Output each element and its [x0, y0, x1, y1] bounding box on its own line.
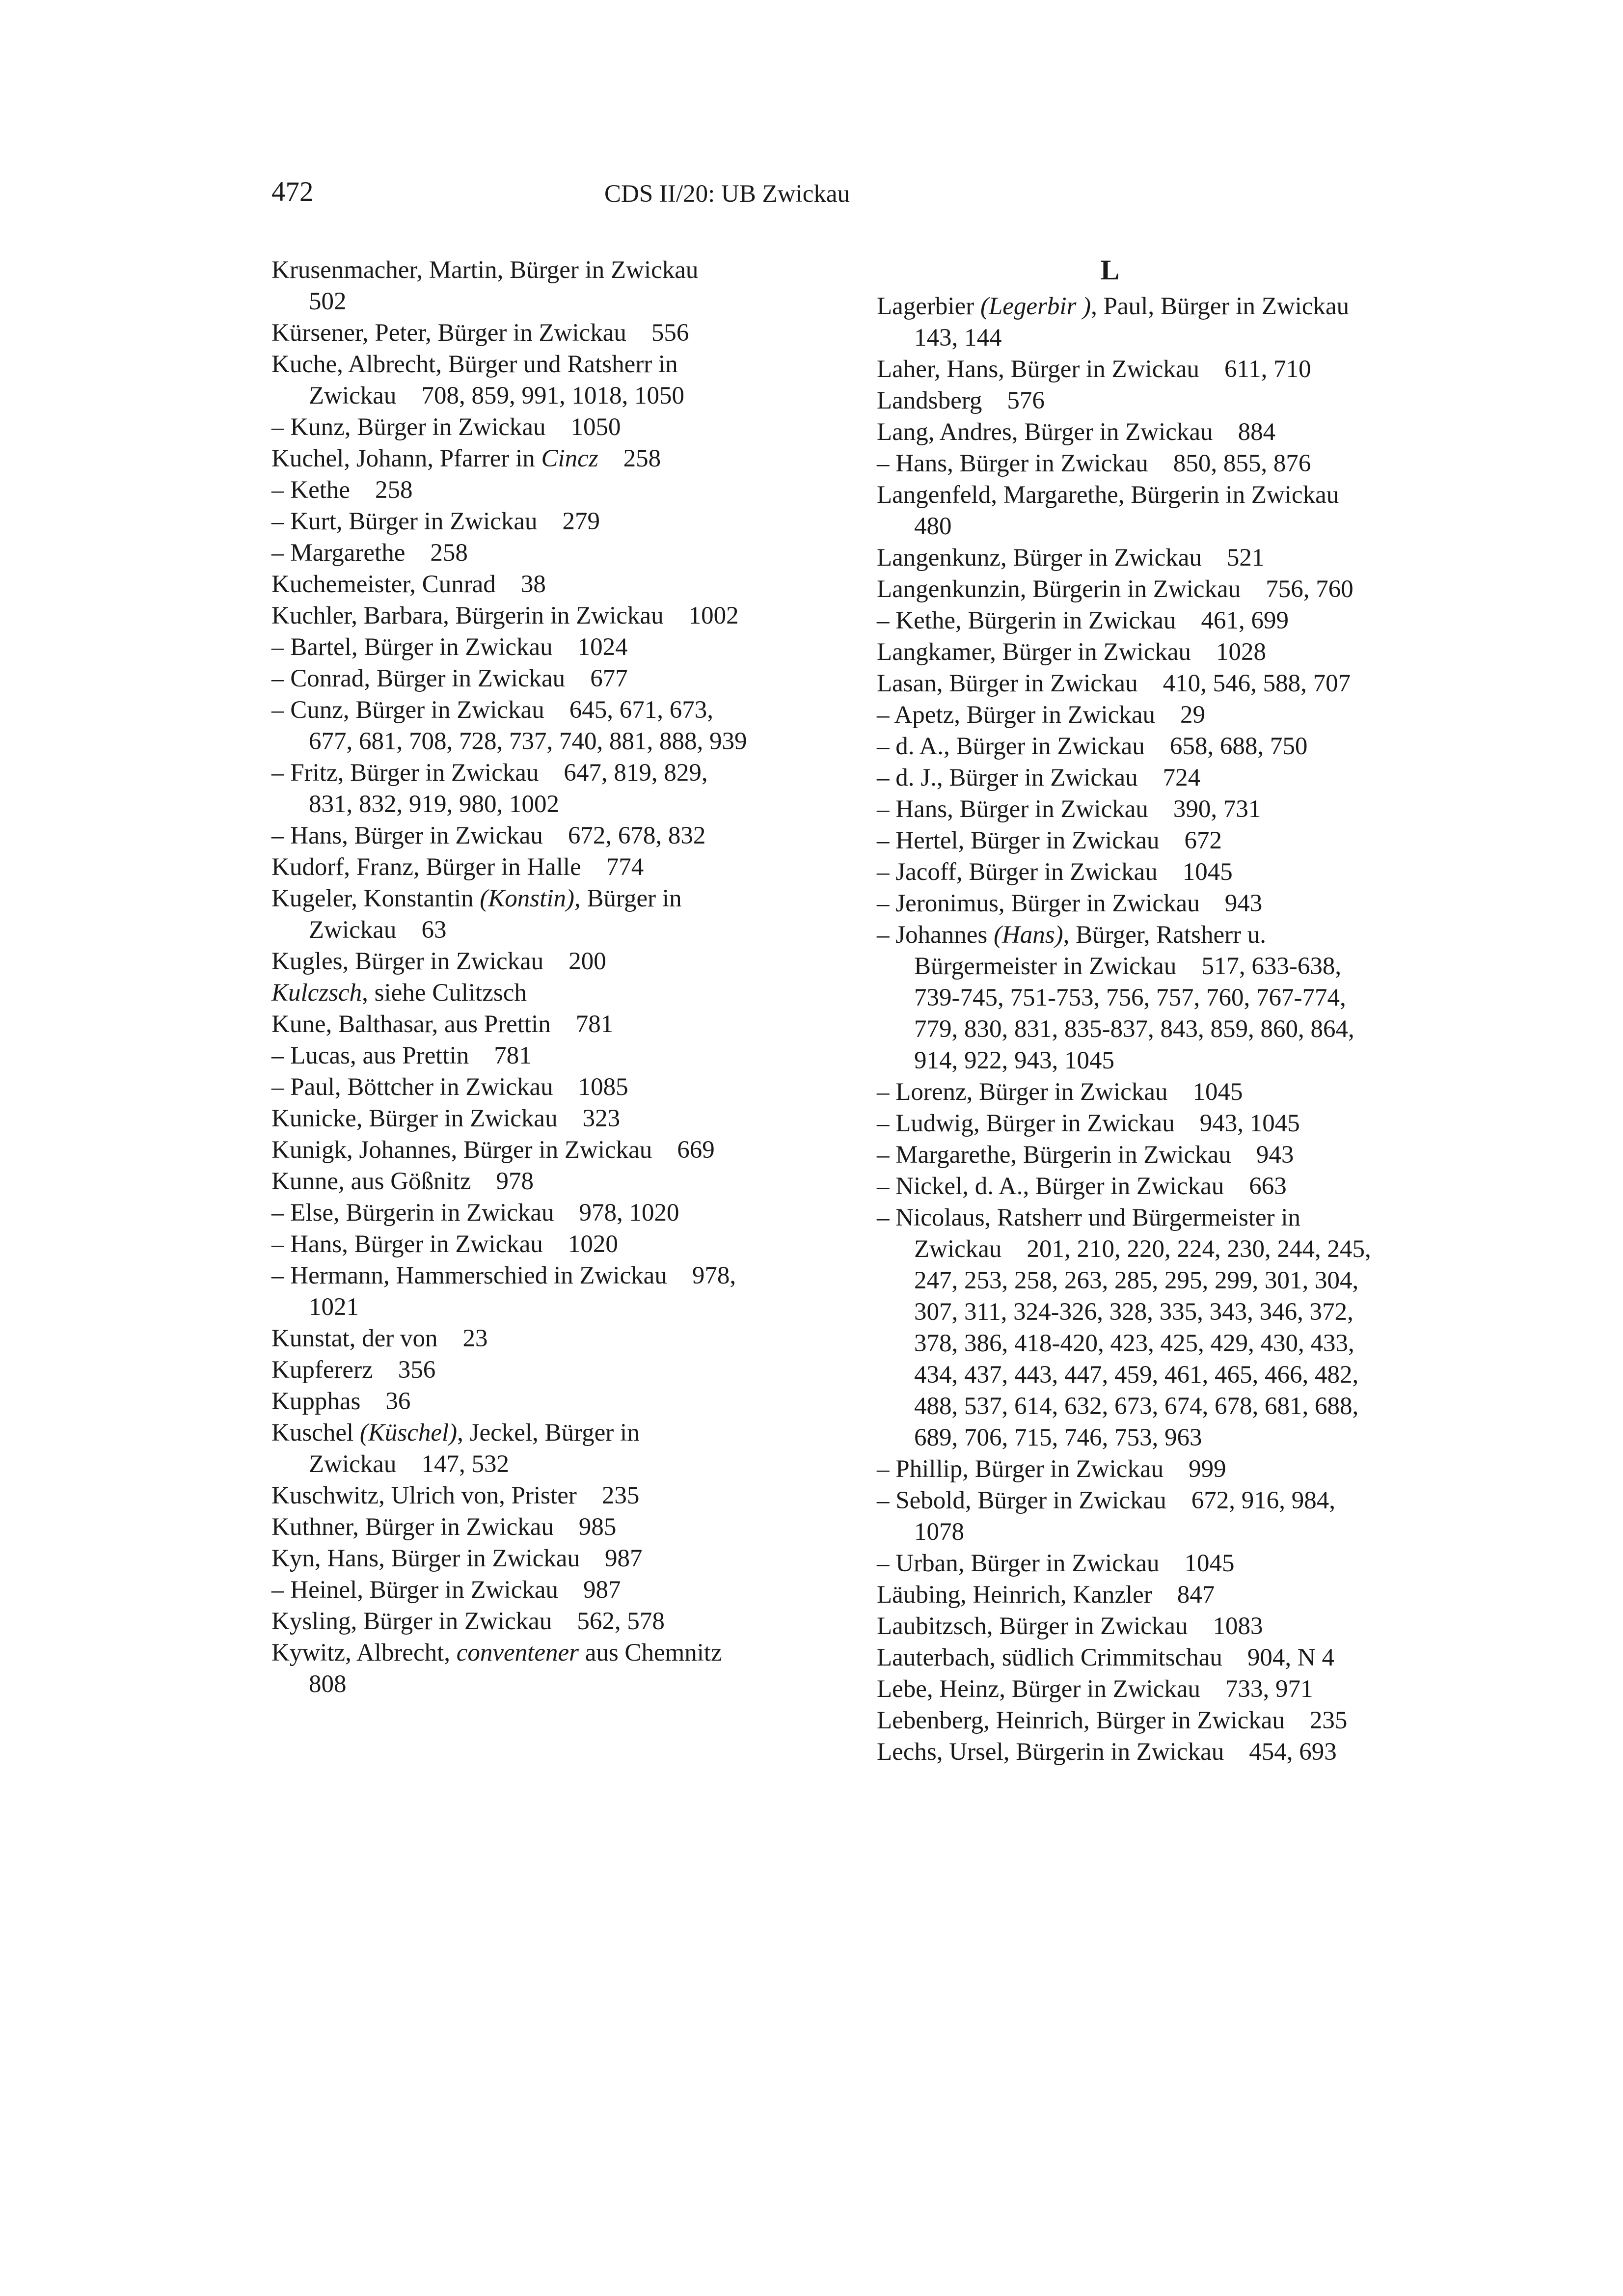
index-entry [877, 731, 1387, 762]
index-entry [271, 1323, 757, 1354]
entry-heading: Lebenberg, Heinrich, Bürger in Zwickau [877, 1707, 1285, 1734]
entry-heading: Kyn, Hans, Bürger in Zwickau [271, 1545, 580, 1572]
index-entry [877, 1076, 1387, 1108]
entry-pages: 502 [309, 288, 347, 315]
index-entry [271, 1417, 757, 1480]
index-entry [877, 793, 1387, 825]
index-column-right [877, 254, 1387, 1768]
index-entry [271, 1197, 757, 1229]
index-entry [877, 1611, 1387, 1642]
entry-heading: – Paul, Böttcher in Zwickau [271, 1073, 553, 1101]
index-entry [877, 825, 1387, 856]
entry-pages: 978 [496, 1168, 534, 1195]
index-entry [271, 1166, 757, 1197]
index-entry [271, 600, 757, 631]
index-entry [877, 1642, 1387, 1673]
index-entry [271, 1480, 757, 1511]
index-entry [271, 1071, 757, 1103]
index-entry [271, 1229, 757, 1260]
entry-heading: Kuchemeister, Cunrad [271, 571, 496, 598]
entry-pages: 756, 760 [1266, 575, 1353, 603]
entry-pages: 1028 [1216, 638, 1266, 666]
entry-pages: 356 [398, 1356, 436, 1384]
entry-pages: 943, 1045 [1199, 1110, 1300, 1137]
index-entry [877, 668, 1387, 699]
entry-italic-lead: Kulczsch [271, 979, 362, 1007]
entry-heading: Lang, Andres, Bürger in Zwickau [877, 418, 1213, 446]
entry-pages: 672, 678, 832 [568, 822, 706, 849]
entry-heading: – Jacoff, Bürger in Zwickau [877, 858, 1158, 886]
entry-heading: – Apetz, Bürger in Zwickau [877, 701, 1156, 729]
entry-pages: 978, 1021 [309, 1262, 742, 1321]
index-entry [271, 1386, 757, 1417]
entry-pages: 390, 731 [1173, 795, 1261, 823]
entry-heading: – Hans, Bürger in Zwickau [877, 795, 1148, 823]
index-entry [271, 883, 757, 946]
entry-italic: (Hans) [993, 921, 1063, 949]
entry-pages: 847 [1177, 1581, 1215, 1609]
entry-heading: – Nicolaus, Ratsherr und Bürgermeister in Zwickau [877, 1204, 1301, 1263]
index-entry [877, 1453, 1387, 1485]
index-entry [271, 1260, 757, 1323]
index-entry [271, 1040, 757, 1071]
index-entry [271, 1134, 757, 1166]
index-entry [271, 1511, 757, 1543]
entry-pages: 663 [1249, 1173, 1287, 1200]
entry-pages: 1085 [578, 1073, 628, 1101]
entry-pages: 323 [582, 1105, 621, 1132]
index-entry [877, 1548, 1387, 1579]
entry-heading: – Hans, Bürger in Zwickau [271, 822, 543, 849]
entry-heading: Kupfererz [271, 1356, 373, 1384]
entry-pages: 978, 1020 [579, 1199, 679, 1227]
entry-pages: 258 [375, 476, 413, 504]
index-entry [271, 977, 757, 1009]
entry-heading: – Johannes [877, 921, 988, 949]
index-entry [271, 1606, 757, 1637]
entry-heading: Kugles, Bürger in Zwickau [271, 948, 544, 975]
entry-italic: conventener [456, 1639, 579, 1667]
entry-pages: 884 [1238, 418, 1276, 446]
entry-pages: 235 [601, 1482, 640, 1509]
entry-pages: 562, 578 [577, 1608, 665, 1635]
index-entry [877, 354, 1387, 385]
entry-pages: 669 [677, 1136, 715, 1164]
entry-pages: 611, 710 [1224, 355, 1311, 383]
index-entry [877, 1139, 1387, 1171]
entry-heading: – Hermann, Hammerschied in Zwickau [271, 1262, 667, 1289]
entry-italic: Cincz [541, 445, 598, 472]
entry-heading-rest: , Paul, Bürger in Zwickau [1091, 293, 1350, 320]
entry-pages: 410, 546, 588, 707 [1163, 670, 1351, 697]
entry-heading: Kupphas [271, 1388, 361, 1415]
entry-heading: Kywitz, Albrecht, [271, 1639, 450, 1667]
entry-pages: 517, 633-638, 739-745, 751-753, 756, 757, 760, 767-774, 779, 830, 831, 835-837, 843, 859, 860, 864, 914, 922, 943, 1045 [914, 953, 1361, 1074]
entry-pages: 904, N 4 [1247, 1644, 1334, 1671]
entry-pages: 29 [1180, 701, 1206, 729]
entry-heading: Kugeler, Konstantin [271, 885, 474, 912]
entry-pages: 999 [1189, 1455, 1226, 1483]
index-entry [271, 317, 757, 349]
entry-heading: Kudorf, Franz, Bürger in Halle [271, 853, 581, 881]
index-entry [877, 699, 1387, 731]
entry-pages: 258 [430, 539, 468, 567]
entry-italic: (Küschel) [359, 1419, 458, 1447]
index-entry [271, 694, 757, 757]
entry-heading: Kune, Balthasar, aus Prettin [271, 1011, 551, 1038]
entry-heading: – Urban, Bürger in Zwickau [877, 1550, 1160, 1577]
index-entry [877, 1673, 1387, 1705]
entry-pages: 1024 [577, 633, 628, 661]
entry-pages: 143, 144 [914, 324, 1002, 352]
entry-heading: Kunstat, der von [271, 1325, 438, 1352]
index-entry [271, 254, 757, 317]
entry-heading: Langenkunz, Bürger in Zwickau [877, 544, 1202, 572]
index-entry [877, 448, 1387, 479]
entry-heading: – Margarethe [271, 539, 406, 567]
entry-pages: 1083 [1213, 1613, 1263, 1640]
index-entry [877, 385, 1387, 416]
entry-heading: Kuchler, Barbara, Bürgerin in Zwickau [271, 602, 664, 629]
entry-heading: Kuthner, Bürger in Zwickau [271, 1513, 554, 1541]
entry-heading: – Hertel, Bürger in Zwickau [877, 827, 1160, 854]
entry-pages: 987 [604, 1545, 643, 1572]
index-entry [877, 888, 1387, 919]
entry-heading: – Nickel, d. A., Bürger in Zwickau [877, 1173, 1224, 1200]
index-entry [877, 1171, 1387, 1202]
entry-pages: 987 [583, 1576, 621, 1604]
entry-pages: 985 [578, 1513, 617, 1541]
index-entry [877, 1736, 1387, 1768]
entry-pages: 480 [914, 513, 952, 540]
entry-heading: Kysling, Bürger in Zwickau [271, 1608, 552, 1635]
index-entry [271, 506, 757, 537]
index-entry [877, 1705, 1387, 1736]
index-entry [877, 1108, 1387, 1139]
index-entry [877, 1202, 1387, 1453]
entry-italic: (Konstin) [480, 885, 574, 912]
entry-pages: 63 [421, 916, 447, 944]
entry-heading: – Conrad, Bürger in Zwickau [271, 665, 566, 692]
index-entry [271, 1574, 757, 1606]
index-entry [271, 474, 757, 506]
entry-heading: Kuschwitz, Ulrich von, Prister [271, 1482, 577, 1509]
entry-heading: , siehe Culitzsch [362, 979, 527, 1007]
index-entry [877, 605, 1387, 636]
entry-heading: – d. A., Bürger in Zwickau [877, 733, 1145, 760]
index-entry [877, 919, 1387, 1076]
entry-pages: 943 [1224, 890, 1263, 917]
entry-heading: Lagerbier [877, 293, 974, 320]
entry-heading: Kuche, Albrecht, Bürger und Ratsherr in Zwickau [271, 351, 678, 410]
entry-pages: 279 [562, 508, 600, 535]
entry-pages: 36 [385, 1388, 411, 1415]
entry-pages: 1045 [1192, 1078, 1243, 1106]
entry-heading: Laher, Hans, Bürger in Zwickau [877, 355, 1199, 383]
entry-heading: Kunne, aus Gößnitz [271, 1168, 471, 1195]
entry-pages: 1050 [570, 413, 621, 441]
entry-heading: – Kethe, Bürgerin in Zwickau [877, 607, 1176, 634]
entry-pages: 23 [462, 1325, 488, 1352]
entry-heading: – Else, Bürgerin in Zwickau [271, 1199, 554, 1227]
index-entry [877, 636, 1387, 668]
entry-heading: Langenkunzin, Bürgerin in Zwickau [877, 575, 1241, 603]
index-entry [271, 820, 757, 851]
entry-pages: 258 [623, 445, 661, 472]
entry-heading: – Heinel, Bürger in Zwickau [271, 1576, 558, 1604]
index-entry [877, 762, 1387, 793]
index-entry [271, 1637, 757, 1700]
entry-heading: Kuchel, Johann, Pfarrer in [271, 445, 535, 472]
entry-pages: 38 [520, 571, 546, 598]
entry-pages: 200 [568, 948, 606, 975]
index-column-left [271, 254, 757, 1700]
entry-pages: 808 [309, 1670, 347, 1698]
entry-italic: (Legerbir ) [980, 293, 1091, 320]
index-entry [271, 443, 757, 474]
entry-pages: 672 [1184, 827, 1222, 854]
entry-pages: 1002 [688, 602, 739, 629]
entry-heading: – Hans, Bürger in Zwickau [271, 1230, 543, 1258]
index-entry [877, 291, 1387, 354]
entry-heading: Lauterbach, südlich Crimmitschau [877, 1644, 1222, 1671]
entry-pages: 1045 [1184, 1550, 1235, 1577]
entry-heading: – Kethe [271, 476, 351, 504]
entry-heading: – Kurt, Bürger in Zwickau [271, 508, 538, 535]
index-entry [271, 537, 757, 569]
index-entry [271, 946, 757, 977]
entry-heading: – Cunz, Bürger in Zwickau [271, 696, 544, 724]
entry-heading: Lebe, Heinz, Bürger in Zwickau [877, 1675, 1200, 1703]
entry-pages: 556 [651, 319, 689, 347]
index-entry [877, 479, 1387, 542]
entry-heading-rest: , Jeckel, Bürger in Zwickau [309, 1419, 640, 1478]
index-entry [271, 1354, 757, 1386]
index-entry [271, 569, 757, 600]
entry-heading: – Phillip, Bürger in Zwickau [877, 1455, 1164, 1483]
index-entry [271, 1543, 757, 1574]
entry-heading-rest: , Bürger in Zwickau [309, 885, 682, 944]
entry-pages: 461, 699 [1201, 607, 1289, 634]
index-entry [271, 1009, 757, 1040]
index-entry [877, 574, 1387, 605]
entry-pages: 658, 688, 750 [1169, 733, 1308, 760]
index-entry [271, 851, 757, 883]
index-entry [271, 631, 757, 663]
entry-pages: 1020 [568, 1230, 618, 1258]
entry-pages: 724 [1163, 764, 1201, 792]
entry-heading: – Jeronimus, Bürger in Zwickau [877, 890, 1200, 917]
entry-heading: Lechs, Ursel, Bürgerin in Zwickau [877, 1738, 1224, 1766]
index-entry [271, 411, 757, 443]
entry-heading: – Lorenz, Bürger in Zwickau [877, 1078, 1168, 1106]
entry-heading: Kürsener, Peter, Bürger in Zwickau [271, 319, 626, 347]
entry-pages: 774 [606, 853, 644, 881]
entry-heading: Krusenmacher, Martin, Bürger in Zwickau [271, 256, 699, 284]
index-entry [271, 1103, 757, 1134]
entry-pages: 850, 855, 876 [1173, 450, 1311, 477]
index-entry [877, 416, 1387, 448]
entry-pages: 201, 210, 220, 224, 230, 244, 245, 247, 253, 258, 263, 285, 295, 299, 301, 304, 307, 311, 324-326, 328, 335, 343, 346, 372, 378, 386, 418-420, 423, 425, 429, 430, 433, 434, 437, 443, 447, 459, 461, 465, 466, 482, 488, 537, 614, 632, 673, 674, 678, 681, 688, 689, 706, 715, 746, 753, 963 [914, 1235, 1378, 1451]
entry-heading-rest: , Bürger, Ratsherr u. Bürgermeister in Zwickau [914, 921, 1267, 980]
entry-heading: Kuschel [271, 1419, 354, 1447]
entry-pages: 647, 819, 829, 831, 832, 919, 980, 1002 [309, 759, 714, 818]
section-letter: L [1100, 254, 1120, 286]
entry-heading-rest: aus Chemnitz [578, 1639, 722, 1667]
entry-heading: Kunigk, Johannes, Bürger in Zwickau [271, 1136, 652, 1164]
entry-heading: Langkamer, Bürger in Zwickau [877, 638, 1191, 666]
index-entry [271, 663, 757, 694]
entry-heading: Lasan, Bürger in Zwickau [877, 670, 1138, 697]
index-entry [877, 542, 1387, 574]
entry-heading: – Bartel, Bürger in Zwickau [271, 633, 553, 661]
entry-pages: 672, 916, 984, 1078 [914, 1487, 1342, 1546]
entry-heading: Langenfeld, Margarethe, Bürgerin in Zwickau [877, 481, 1339, 509]
entry-pages: 781 [494, 1042, 532, 1069]
entry-pages: 576 [1007, 387, 1045, 414]
index-entry [271, 349, 757, 411]
entry-pages: 943 [1256, 1141, 1294, 1169]
entry-pages: 1045 [1182, 858, 1233, 886]
entry-pages: 521 [1226, 544, 1265, 572]
entry-heading: – d. J., Bürger in Zwickau [877, 764, 1138, 792]
entry-heading: Landsberg [877, 387, 982, 414]
index-entry [877, 856, 1387, 888]
entry-heading: – Kunz, Bürger in Zwickau [271, 413, 546, 441]
entry-heading: Laubitzsch, Bürger in Zwickau [877, 1613, 1188, 1640]
entry-pages: 781 [575, 1011, 614, 1038]
page-number: 472 [271, 176, 314, 207]
entry-pages: 677 [590, 665, 628, 692]
index-entry [877, 1579, 1387, 1611]
entry-heading: – Hans, Bürger in Zwickau [877, 450, 1148, 477]
entry-heading: Läubing, Heinrich, Kanzler [877, 1581, 1152, 1609]
entry-pages: 733, 971 [1225, 1675, 1313, 1703]
index-entry [271, 757, 757, 820]
entry-heading: – Sebold, Bürger in Zwickau [877, 1487, 1166, 1514]
entry-pages: 147, 532 [421, 1450, 509, 1478]
entry-heading: Kunicke, Bürger in Zwickau [271, 1105, 558, 1132]
running-title: CDS II/20: UB Zwickau [604, 180, 850, 208]
entry-heading: – Lucas, aus Prettin [271, 1042, 469, 1069]
entry-pages: 708, 859, 991, 1018, 1050 [421, 382, 684, 410]
entry-heading: – Margarethe, Bürgerin in Zwickau [877, 1141, 1231, 1169]
entry-heading: – Ludwig, Bürger in Zwickau [877, 1110, 1175, 1137]
entry-pages: 235 [1309, 1707, 1348, 1734]
entry-pages: 645, 671, 673, 677, 681, 708, 728, 737, 740, 881, 888, 939 [309, 696, 747, 755]
entry-pages: 454, 693 [1249, 1738, 1337, 1766]
index-entry [877, 1485, 1387, 1548]
entry-heading: – Fritz, Bürger in Zwickau [271, 759, 539, 787]
